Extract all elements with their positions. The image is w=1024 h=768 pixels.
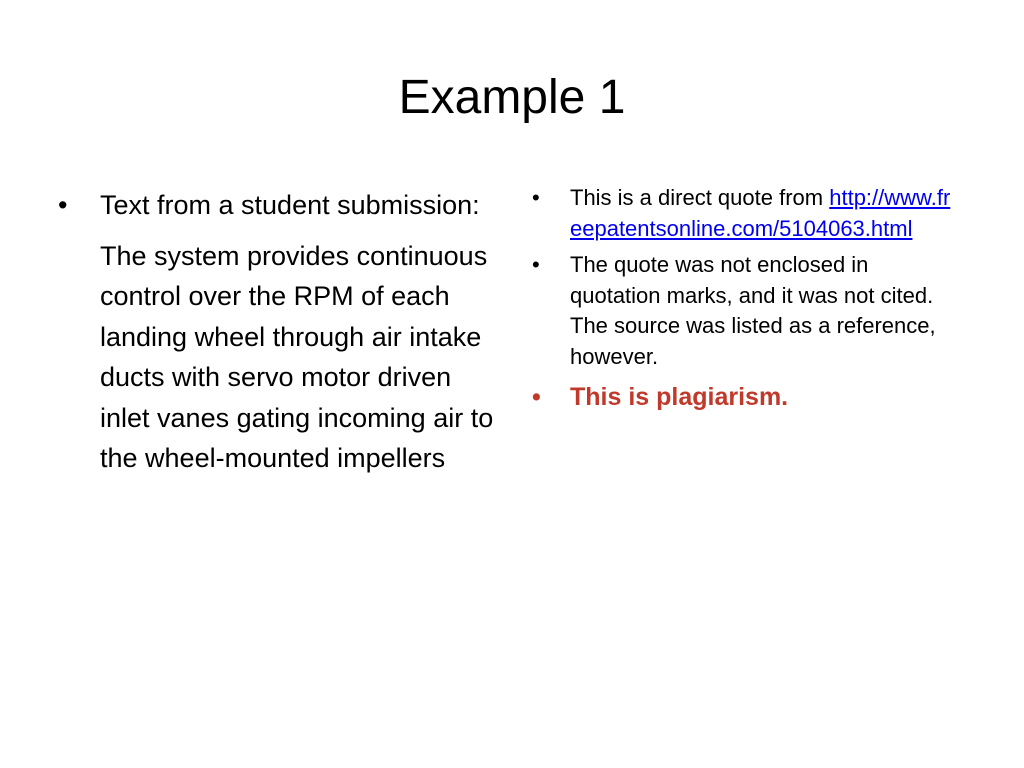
plagiarism-text: This is plagiarism. [570,383,789,411]
intro-text: Text from a student submission: [100,190,480,220]
right-bullet-item-3 [532,382,962,413]
bullet-dot: • [532,185,540,210]
bullet-dot: • [532,252,540,277]
right-bullet-item-1 [532,183,962,244]
bullet-dot: • [532,383,541,411]
left-column [58,185,498,479]
direct-quote-text: This is a direct quote from [570,185,824,210]
source-link[interactable]: http://www.freepatentsonline.com/5104063.html [570,185,951,241]
left-bullet-item [58,185,498,226]
not-cited-text: The quote was not enclosed in quotation marks, and it was not cited. The source was listed as a reference, however. [570,252,936,369]
right-bullet-item-2 [532,250,962,372]
bullet-dot: • [58,190,68,220]
right-column [532,183,962,419]
slide-title: Example 1 [398,71,626,124]
student-quote: The system provides continuous control over the RPM of each landing wheel through air intake ducts with servo motor driven inlet vanes gating incoming air to the wheel-mounted impellers [100,240,494,473]
